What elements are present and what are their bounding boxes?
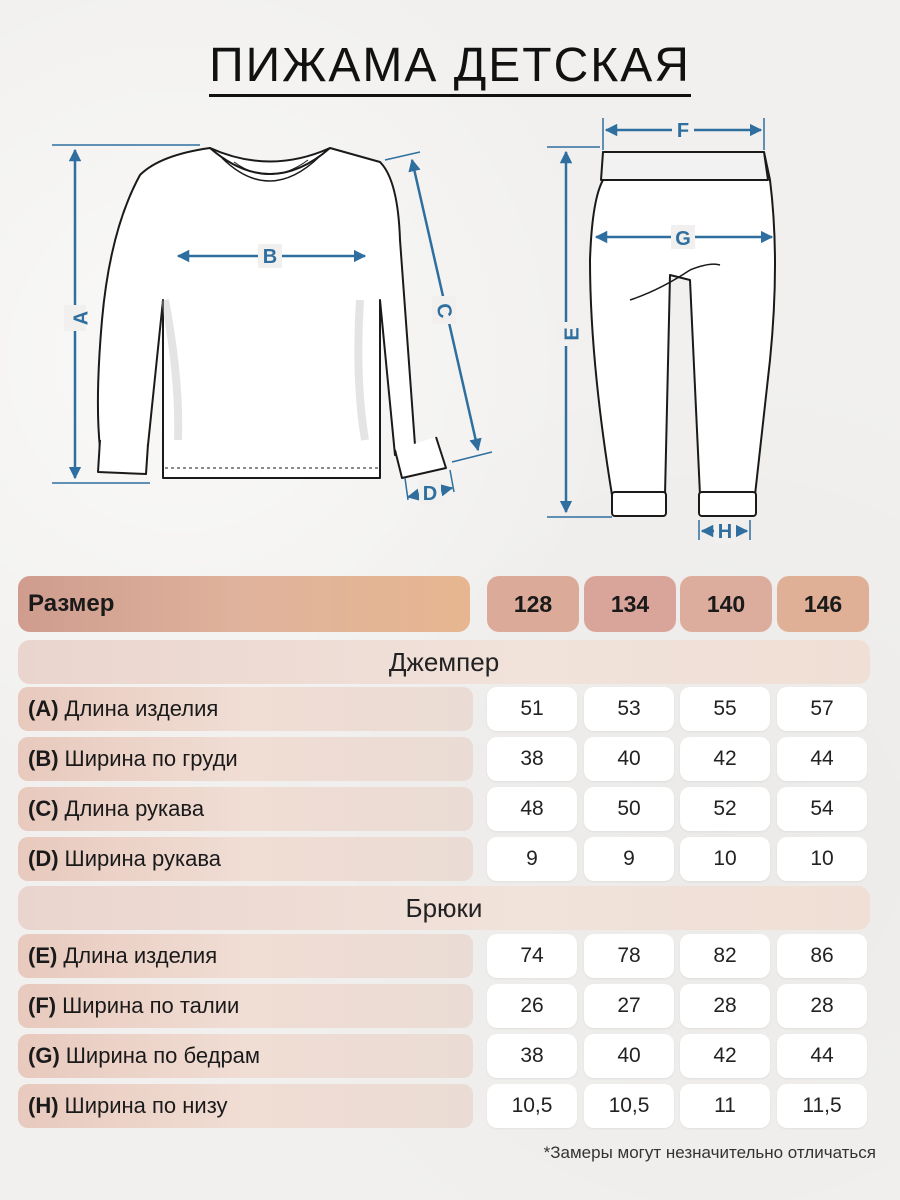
footnote: *Замеры могут незначительно отличаться	[543, 1143, 876, 1162]
row-label: (D) Ширина рукава	[18, 837, 473, 881]
label-b: B	[262, 246, 278, 268]
size-header-128: 128	[487, 576, 579, 632]
table-cell: 44	[777, 1034, 867, 1078]
label-g: G	[675, 228, 691, 250]
table-cell: 38	[487, 737, 577, 781]
size-header-134: 134	[584, 576, 676, 632]
table-row	[18, 984, 870, 1030]
table-row	[18, 837, 870, 883]
table-cell: 51	[487, 687, 577, 731]
size-header-146: 146	[777, 576, 869, 632]
pants-drawing	[590, 152, 775, 516]
table-cell: 82	[680, 934, 770, 978]
label-d: D	[422, 483, 438, 505]
jumper-drawing	[98, 148, 446, 478]
table-cell: 44	[777, 737, 867, 781]
row-label: (B) Ширина по груди	[18, 737, 473, 781]
table-row	[18, 1034, 870, 1080]
table-cell: 57	[777, 687, 867, 731]
table-cell: 27	[584, 984, 674, 1028]
table-cell: 11,5	[777, 1084, 867, 1128]
table-row	[18, 934, 870, 980]
table-cell: 55	[680, 687, 770, 731]
table-cell: 28	[777, 984, 867, 1028]
row-label: (A) Длина изделия	[18, 687, 473, 731]
table-row	[18, 737, 870, 783]
table-cell: 10,5	[487, 1084, 577, 1128]
table-row	[18, 787, 870, 833]
table-cell: 50	[584, 787, 674, 831]
table-cell: 42	[680, 737, 770, 781]
table-cell: 78	[584, 934, 674, 978]
table-cell: 54	[777, 787, 867, 831]
table-cell: 9	[584, 837, 674, 881]
label-a: A	[70, 310, 93, 326]
garment-diagram	[0, 0, 900, 560]
table-cell: 38	[487, 1034, 577, 1078]
size-header-140: 140	[680, 576, 772, 632]
page-title: ПИЖАМА ДЕТСКАЯ	[0, 38, 900, 93]
table-cell: 10,5	[584, 1084, 674, 1128]
header-row	[18, 576, 870, 634]
table-cell: 10	[680, 837, 770, 881]
table-cell: 40	[584, 1034, 674, 1078]
row-label: (E) Длина изделия	[18, 934, 473, 978]
section-jumper: Джемпер	[18, 640, 870, 684]
table-cell: 10	[777, 837, 867, 881]
table-cell: 40	[584, 737, 674, 781]
row-label: (F) Ширина по талии	[18, 984, 473, 1028]
label-e: E	[561, 327, 584, 341]
table-cell: 74	[487, 934, 577, 978]
label-c: C	[431, 301, 457, 321]
table-cell: 11	[680, 1084, 770, 1128]
table-cell: 42	[680, 1034, 770, 1078]
table-cell: 53	[584, 687, 674, 731]
row-label: (G) Ширина по бедрам	[18, 1034, 473, 1078]
table-cell: 52	[680, 787, 770, 831]
table-cell: 86	[777, 934, 867, 978]
table-cell: 48	[487, 787, 577, 831]
row-label: (H) Ширина по низу	[18, 1084, 473, 1128]
table-cell: 28	[680, 984, 770, 1028]
table-row	[18, 1084, 870, 1130]
label-f: F	[676, 120, 690, 142]
table-row	[18, 687, 870, 733]
size-header-label: Размер	[18, 576, 470, 632]
row-label: (C) Длина рукава	[18, 787, 473, 831]
section-pants: Брюки	[18, 886, 870, 930]
label-h: H	[717, 521, 733, 543]
table-cell: 26	[487, 984, 577, 1028]
table-cell: 9	[487, 837, 577, 881]
